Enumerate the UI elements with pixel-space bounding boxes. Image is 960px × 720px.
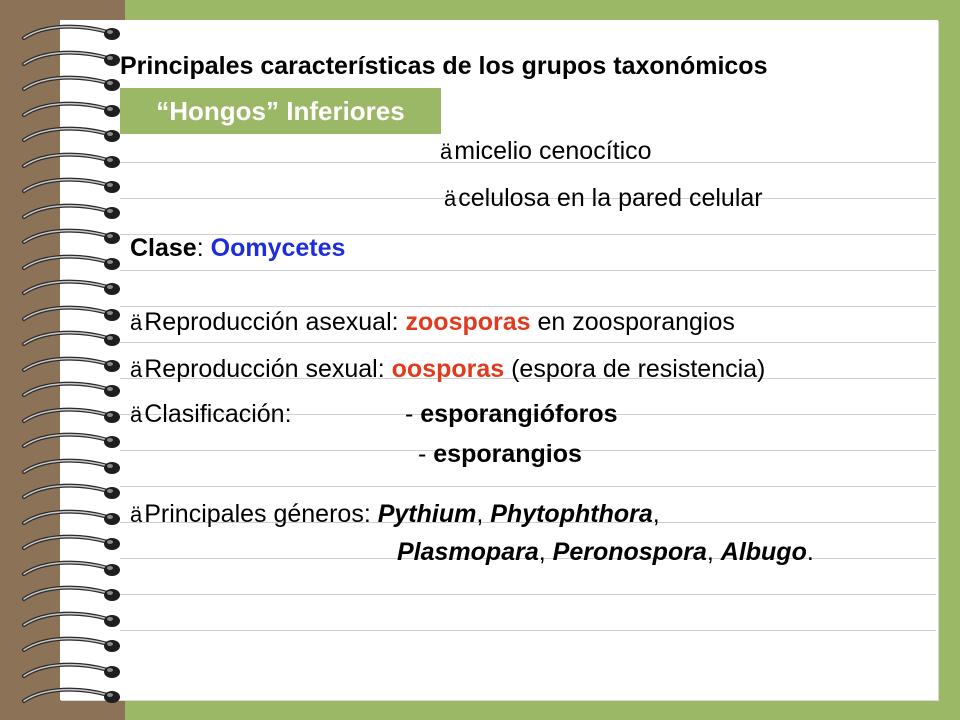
spiral-coil-icon [20,634,125,658]
arrow-bullet-icon: ä [130,310,143,335]
spiral-coil-icon [20,252,125,276]
spiral-coil-icon [20,558,125,582]
spiral-coil-icon [20,354,125,378]
spiral-coil-icon [20,609,125,633]
asexual-reproduction-item: äReproducción asexual: zoosporas en zoosporangios [130,308,735,336]
genera-item-continued: Plasmopara, Peronospora, Albugo. [397,538,814,566]
clase-line: Clase: Oomycetes [130,234,346,262]
feature-item: ämicelio cenocítico [440,137,652,165]
arrow-bullet-icon: ä [130,402,143,427]
spiral-coil-icon [20,22,125,46]
arrow-bullet-icon: ä [130,357,143,382]
spiral-coil-icon [20,328,125,352]
sexual-reproduction-item: äReproducción sexual: oosporas (espora de resistencia) [130,355,766,383]
spiral-coil-icon [20,175,125,199]
ruled-line [120,342,936,343]
arrow-bullet-icon: ä [444,186,457,211]
spiral-coil-icon [20,456,125,480]
classification-subitem: - esporangióforos [405,400,618,428]
section-badge: “Hongos” Inferiores [120,88,441,134]
spiral-coil-icon [20,303,125,327]
spiral-coil-icon [20,99,125,123]
spiral-coil-icon [20,660,125,684]
ruled-line [120,306,936,307]
arrow-bullet-icon: ä [440,139,453,164]
spiral-coil-icon [20,532,125,556]
spiral-coil-icon [20,507,125,531]
ruled-line [120,630,936,631]
spiral-coil-icon [20,583,125,607]
spiral-coil-icon [20,685,125,709]
feature-item: äcelulosa en la pared celular [444,184,763,212]
spiral-coil-icon [20,73,125,97]
classification-item: äClasificación: [130,400,292,428]
spiral-coil-icon [20,405,125,429]
spiral-coil-icon [20,124,125,148]
spiral-coil-icon [20,430,125,454]
ruled-line [120,594,936,595]
ruled-line [120,270,936,271]
genera-item: äPrincipales géneros: Pythium, Phytophthora, [130,500,660,528]
spiral-coil-icon [20,201,125,225]
clase-value: Oomycetes [210,234,346,262]
spiral-coil-icon [20,481,125,505]
spiral-coil-icon [20,150,125,174]
spiral-coil-icon [20,277,125,301]
spiral-coil-icon [20,48,125,72]
spiral-coil-icon [20,226,125,250]
page-title: Principales características de los grupos taxonómicos [120,52,768,80]
arrow-bullet-icon: ä [130,502,143,527]
ruled-line [120,486,936,487]
classification-subitem: - esporangios [418,440,582,468]
spiral-coil-icon [20,379,125,403]
